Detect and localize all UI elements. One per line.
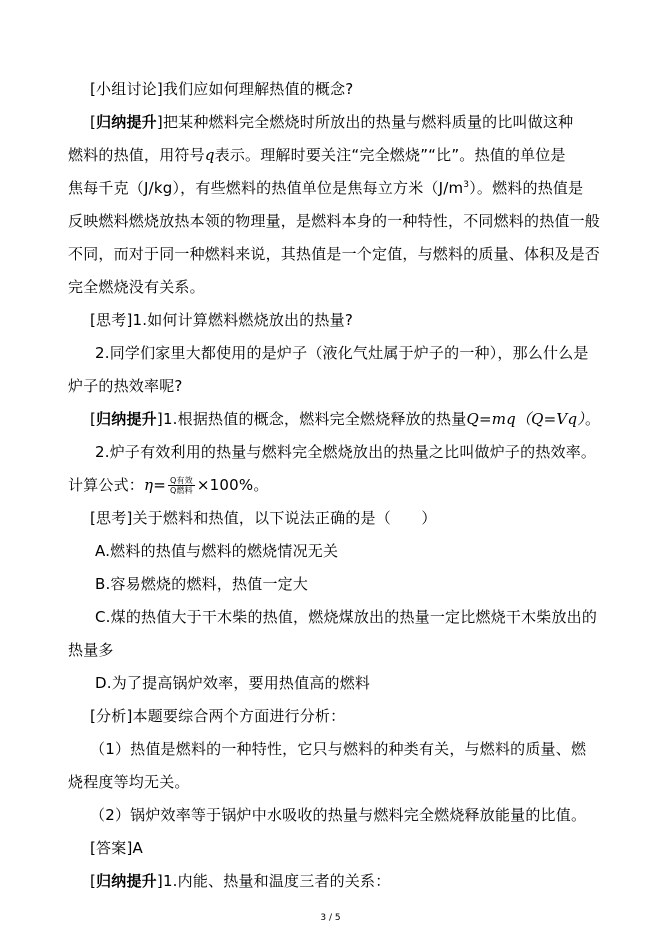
option-c: C.煤的热值大于干木柴的热值，燃烧煤放出的热量一定比燃烧干木柴放出的 <box>95 608 598 626</box>
think-tag: [思考] <box>90 509 133 527</box>
analysis-line: [分析]本题要综合两个方面进行分析： <box>90 707 346 725</box>
think-line-2: [思考]关于燃料和热值，以下说法正确的是（ ） <box>90 509 437 527</box>
think-line-1: [思考]1.如何计算燃料燃烧放出的热量? <box>90 311 353 329</box>
option-a: A.燃料的热值与燃料的燃烧情况无关 <box>95 542 339 560</box>
text-line: 2.同学们家里大都使用的是炉子（液化气灶属于炉子的一种），那么什么是 <box>95 344 589 362</box>
page-number: 3 / 5 <box>320 913 341 923</box>
text-line: 燃料的热值，用符号q表示。理解时要关注“完全燃烧”“比”。热值的单位是 <box>68 146 566 164</box>
analysis-point-2: （2）锅炉效率等于锅炉中水吸收的热量与燃料完全燃烧释放能量的比值。 <box>90 806 587 824</box>
group-discussion-line <box>90 79 610 99</box>
option-d: D.为了提高锅炉效率，要用热值高的燃料 <box>95 674 371 692</box>
analysis-point-1: （1）热值是燃料的一种特性，它只与燃料的种类有关，与燃料的质量、燃 <box>90 740 587 758</box>
text-line: 焦每千克（J/kg），有些燃料的热值单位是焦每立方米$(J/m^3)$。燃料的热值是 <box>68 179 584 197</box>
summary-tag: [归纳提升] <box>90 113 163 131</box>
heat-formula: Q=mq（Q=Vq） <box>466 410 585 428</box>
summary-tag: [归纳提升] <box>90 410 163 428</box>
text-line: 2.炉子有效利用的热量与燃料完全燃烧放出的热量之比叫做炉子的热效率。 <box>95 443 597 461</box>
option-c-cont: 热量多 <box>68 641 114 659</box>
text-line: 反映燃料燃烧放热本领的物理量，是燃料本身的一种特性，不同燃料的热值一般 <box>68 212 601 230</box>
summary-line-3: [归纳提升]1.内能、热量和温度三者的关系： <box>90 872 391 890</box>
analysis-tag: [分析] <box>90 707 133 725</box>
text-line: 炉子的热效率呢? <box>68 377 183 395</box>
think-tag: [思考] <box>90 311 133 329</box>
summary-text: 把某种燃料完全燃烧时所放出的热量与燃料质量的比叫做这种 <box>162 113 574 131</box>
summary-line-2: [归纳提升]1.根据热值的概念，燃料完全燃烧释放的热量Q=mq（Q=Vq）。 <box>90 410 601 428</box>
symbol-eta: η <box>144 476 154 494</box>
option-b: B.容易燃烧的燃料，热值一定大 <box>95 575 309 593</box>
analysis-point-1-cont: 烧程度等均无关。 <box>68 773 190 791</box>
group-discussion-tag: [小组讨论] <box>90 80 163 98</box>
text-line: 不同，而对于同一种燃料来说，其热值是一个定值，与燃料的质量、体积及是否 <box>68 245 601 263</box>
summary-tag: [归纳提升] <box>90 872 163 890</box>
answer-line <box>90 838 610 858</box>
symbol-q: q <box>204 146 215 164</box>
answer-tag: [答案] <box>90 839 133 857</box>
text-line: 完全燃烧没有关系。 <box>68 278 205 296</box>
answer-value: A <box>132 839 143 857</box>
efficiency-fraction: $\frac{\text{Q有效}}{\text{Q燃料}}$ <box>169 476 193 495</box>
group-discussion-text: 我们应如何理解热值的概念? <box>162 80 354 98</box>
summary-line-1 <box>90 112 610 132</box>
efficiency-formula-line: 计算公式：η= $\frac{\text{Q有效}}{\text{Q燃料}}$ ×100%。 <box>68 476 269 495</box>
